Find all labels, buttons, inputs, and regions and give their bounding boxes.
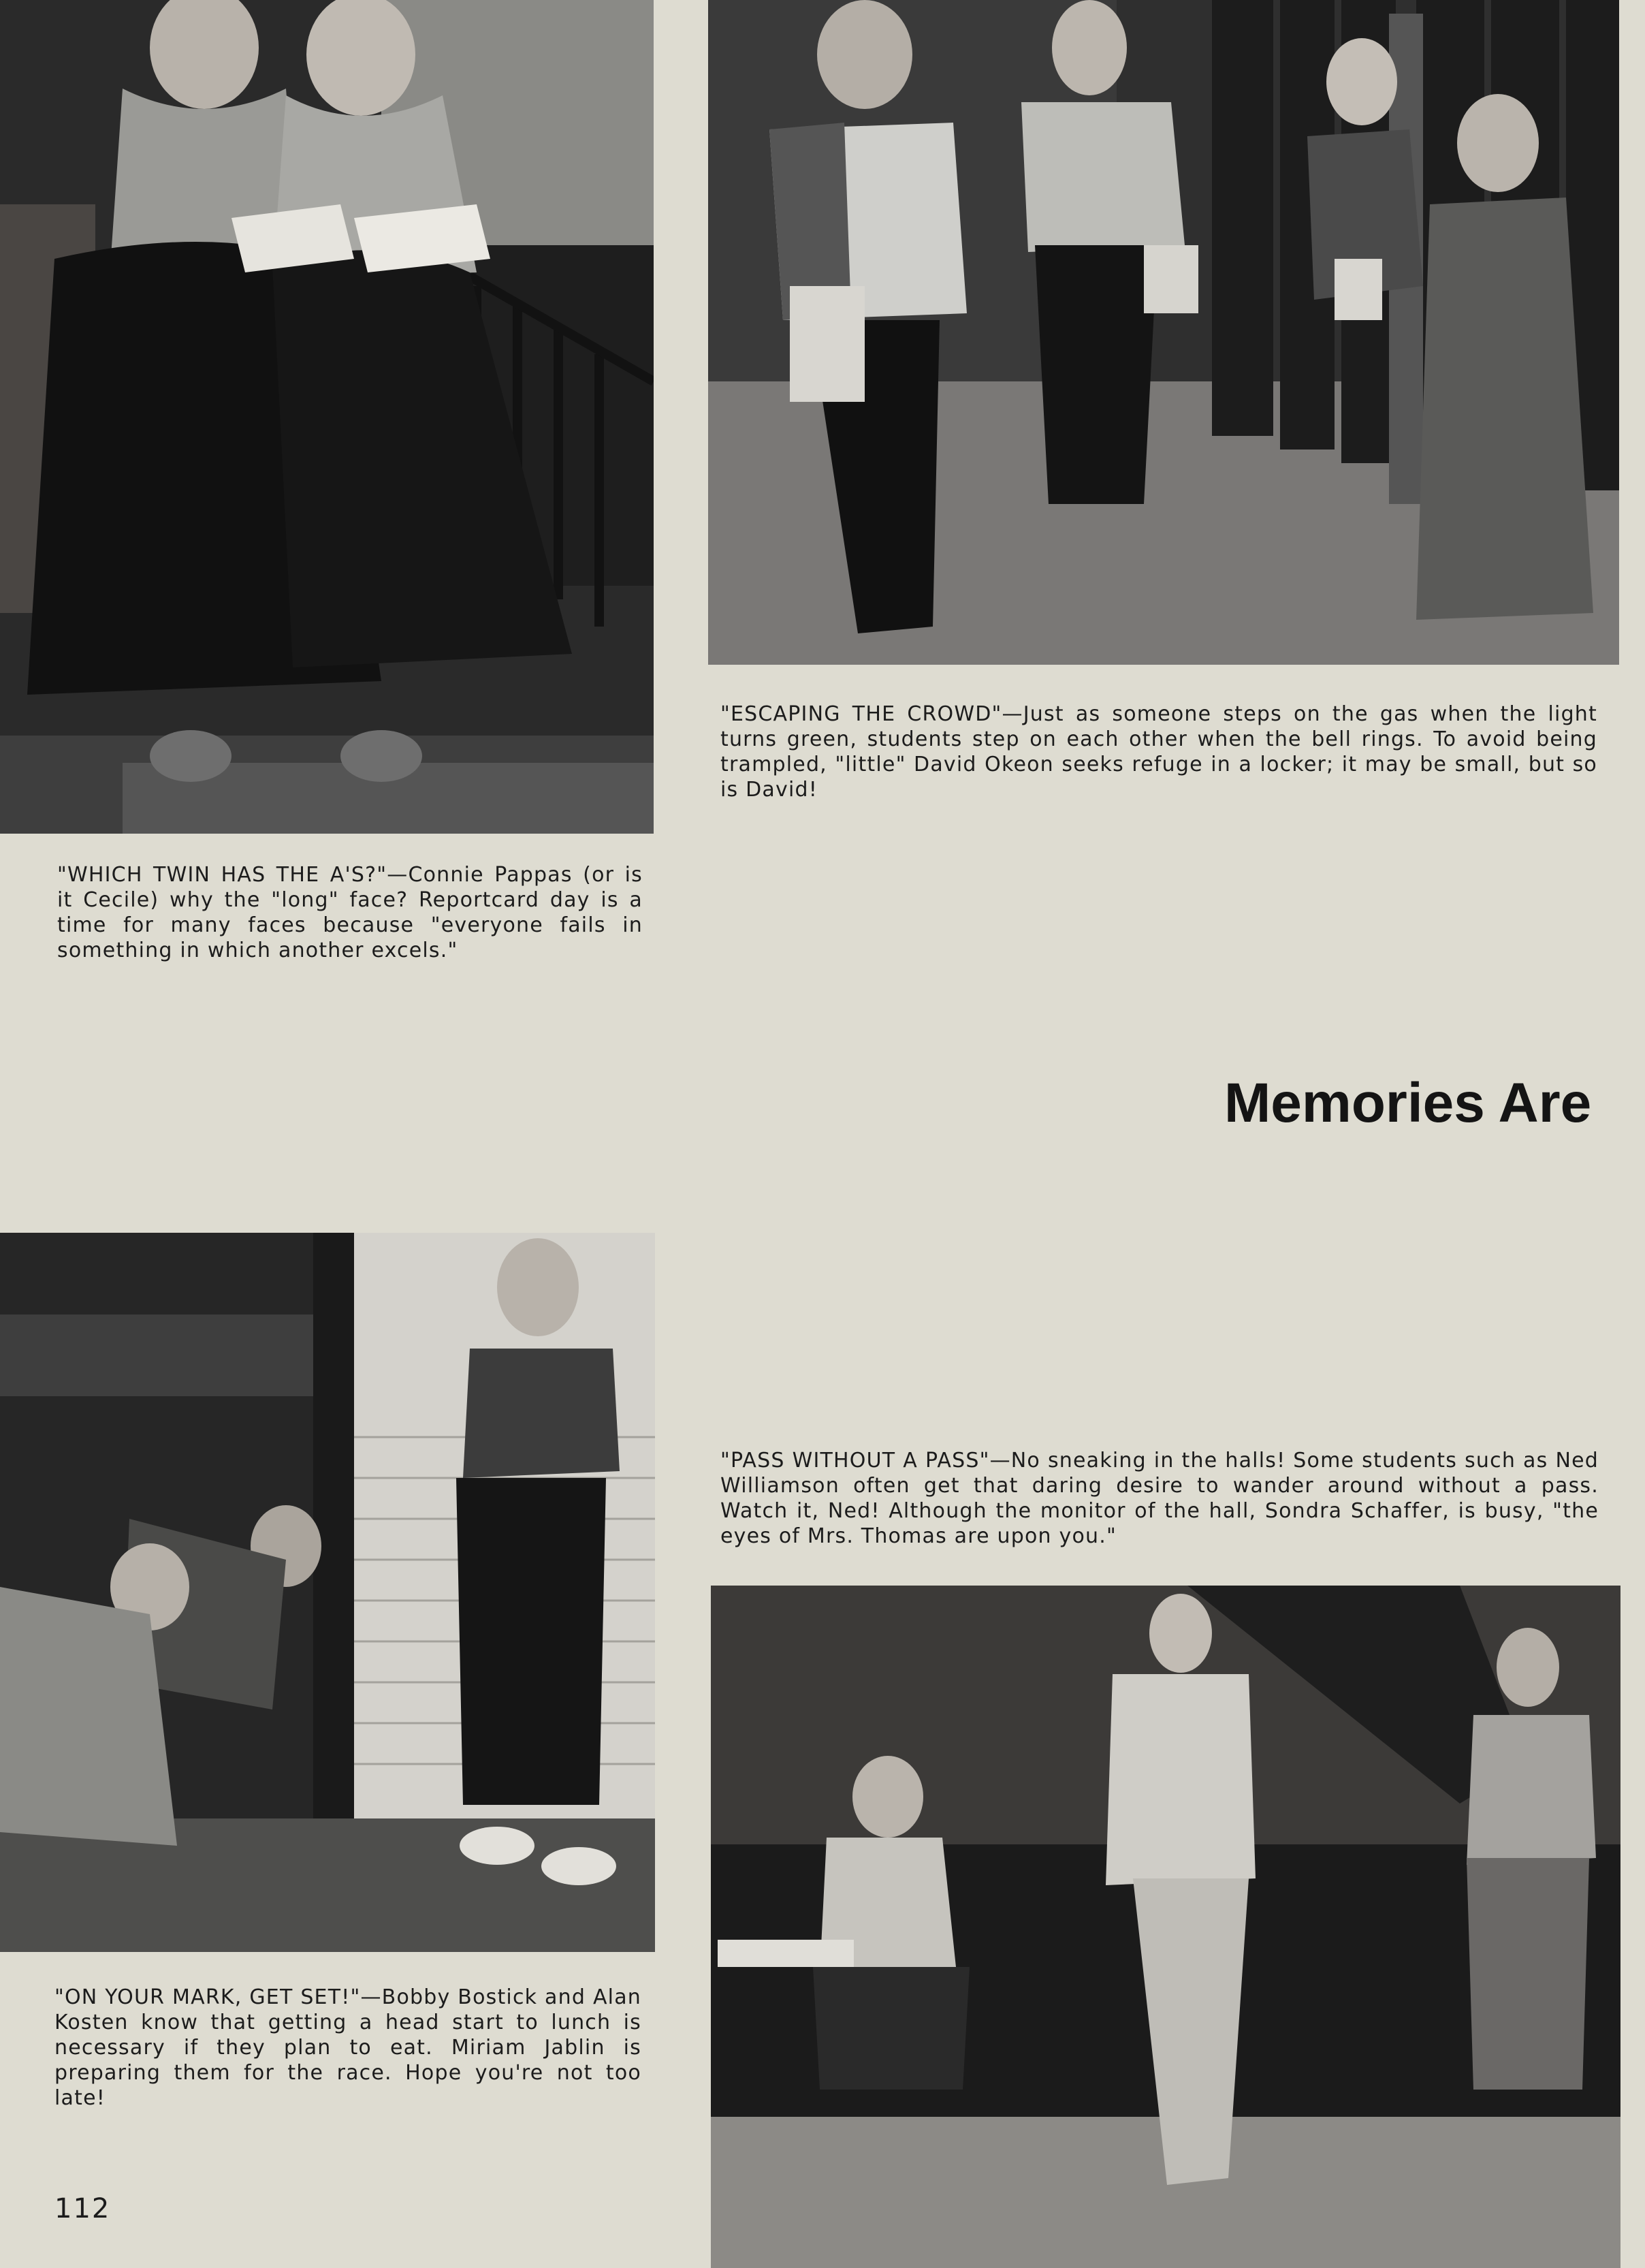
caption-pass-without-pass: "PASS WITHOUT A PASS"—No sneaking in the halls! Some students such as Ned Williamson often get that daring desire to wander around without a pass. Watch it, Ned! Although the monitor of the hall, Sondra Schaffer, is busy, "the eyes of Mrs. Thomas are upon you." — [720, 1449, 1599, 1548]
photo-escaping-crowd — [708, 0, 1619, 665]
caption-escaping-crowd: "ESCAPING THE CROWD"—Just as someone steps on the gas when the light turns green, students step on each other when the bell rings. To avoid being trampled, "little" David Okeon seeks refuge in a locker; it may be small, but so is David! — [720, 702, 1597, 802]
caption-on-your-mark: "ON YOUR MARK, GET SET!"—Bobby Bostick and Alan Kosten know that getting a head start to lunch is necessary if they plan to eat. Miriam Jablin is preparing them for the race. Hope you're not too late! — [54, 1985, 641, 2110]
photo-mark-image — [0, 1233, 655, 1952]
caption-twins: "WHICH TWIN HAS THE A'S?"—Connie Pappas (or is it Cecile) why the "long" face? Reportcard day is a time for many faces because "everyone fails in something in which another excels." — [57, 863, 643, 962]
photo-crowd-image — [708, 0, 1619, 665]
photo-pass-image — [711, 1586, 1620, 2268]
page-number: 112 — [54, 2193, 111, 2224]
section-headline: Memories Are — [1224, 1072, 1592, 1134]
photo-on-your-mark — [0, 1233, 655, 1952]
photo-twins-image — [0, 0, 654, 834]
photo-twins-on-stairs — [0, 0, 654, 834]
photo-pass-without-pass — [711, 1586, 1620, 2268]
